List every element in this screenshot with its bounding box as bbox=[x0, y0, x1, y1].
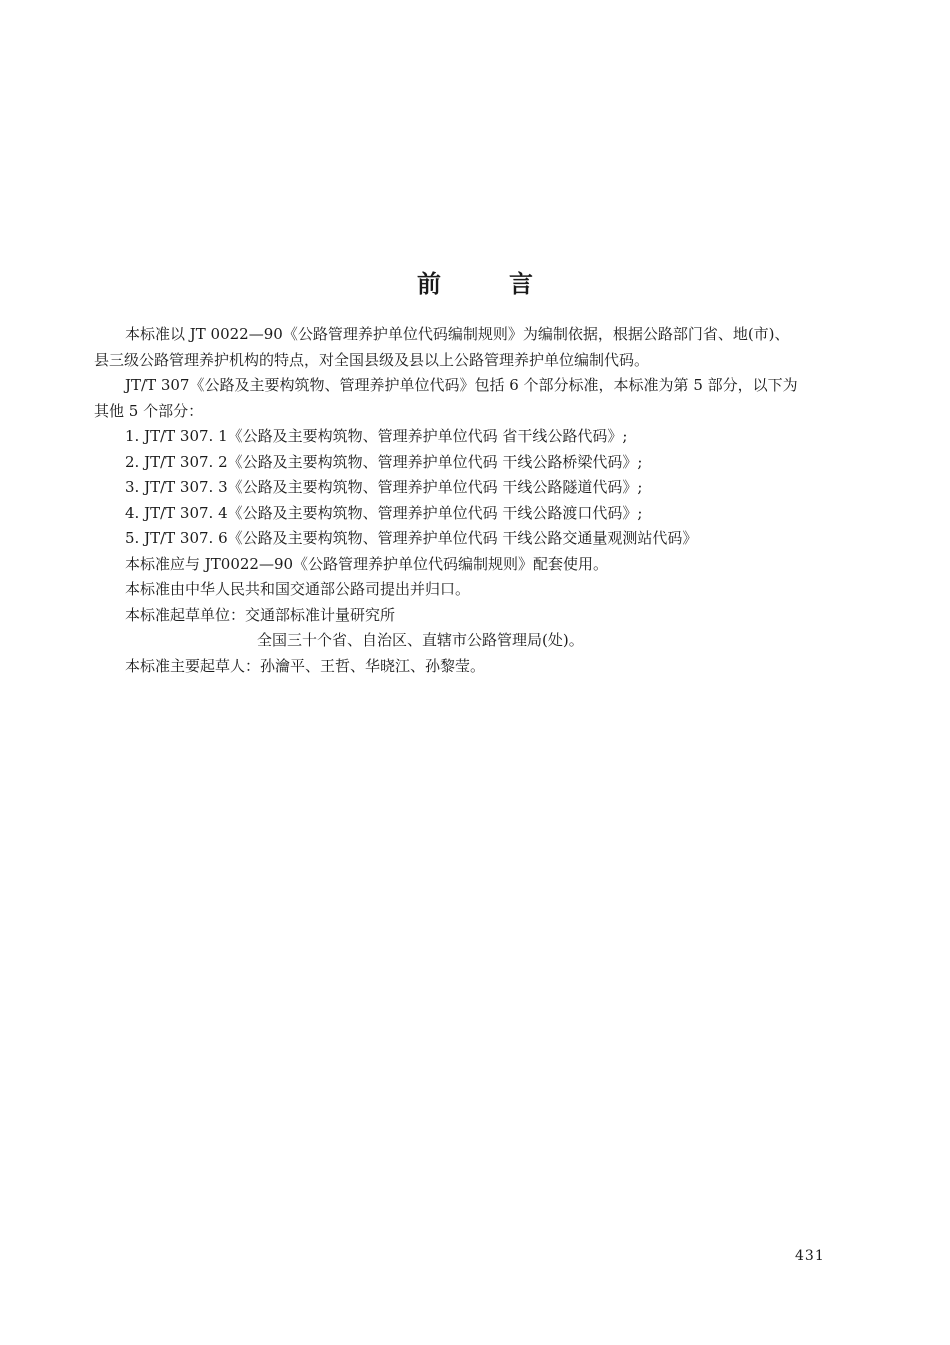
paragraph-line: 本标准起草单位：交通部标准计量研究所 bbox=[125, 605, 396, 624]
list-item: 2. JT/T 307. 2《公路及主要构筑物、管理养护单位代码 干线公路桥梁代码》; bbox=[125, 452, 643, 471]
list-item: 3. JT/T 307. 3《公路及主要构筑物、管理养护单位代码 干线公路隧道代码》; bbox=[125, 478, 643, 496]
page-number: 431 bbox=[795, 1248, 825, 1264]
list-item: 5. JT/T 307. 6《公路及主要构筑物、管理养护单位代码 干线公路交通量观测站代码》 bbox=[125, 529, 698, 547]
paragraph-line: 其他 5 个部分： bbox=[94, 401, 204, 420]
paragraph-line: 本标准由中华人民共和国交通部公路司提出并归口。 bbox=[125, 580, 471, 598]
foreword-body bbox=[94, 322, 834, 679]
paragraph-line: 本标准以 JT 0022—90《公路管理养护单位代码编制规则》为编制依据，根据公路部门省、地(市)、 bbox=[125, 325, 790, 343]
page-title: 前言 bbox=[417, 270, 601, 298]
paragraph-line: 本标准主要起草人：孙瀹平、王哲、华晓江、孙黎莹。 bbox=[125, 656, 486, 675]
list-item: 1. JT/T 307. 1《公路及主要构筑物、管理养护单位代码 省干线公路代码》; bbox=[125, 427, 628, 445]
paragraph-line: 县三级公路管理养护机构的特点，对全国县级及县以上公路管理养护单位编制代码。 bbox=[94, 350, 650, 369]
list-item: 4. JT/T 307. 4《公路及主要构筑物、管理养护单位代码 干线公路渡口代码》; bbox=[125, 503, 643, 522]
paragraph-line: 全国三十个省、自治区、直辖市公路管理局(处)。 bbox=[257, 631, 584, 649]
paragraph-line: 本标准应与 JT0022—90《公路管理养护单位代码编制规则》配套使用。 bbox=[125, 554, 609, 573]
paragraph-line: JT/T 307《公路及主要构筑物、管理养护单位代码》包括 6 个部分标准，本标准为第 5 部分，以下为 bbox=[125, 376, 798, 394]
